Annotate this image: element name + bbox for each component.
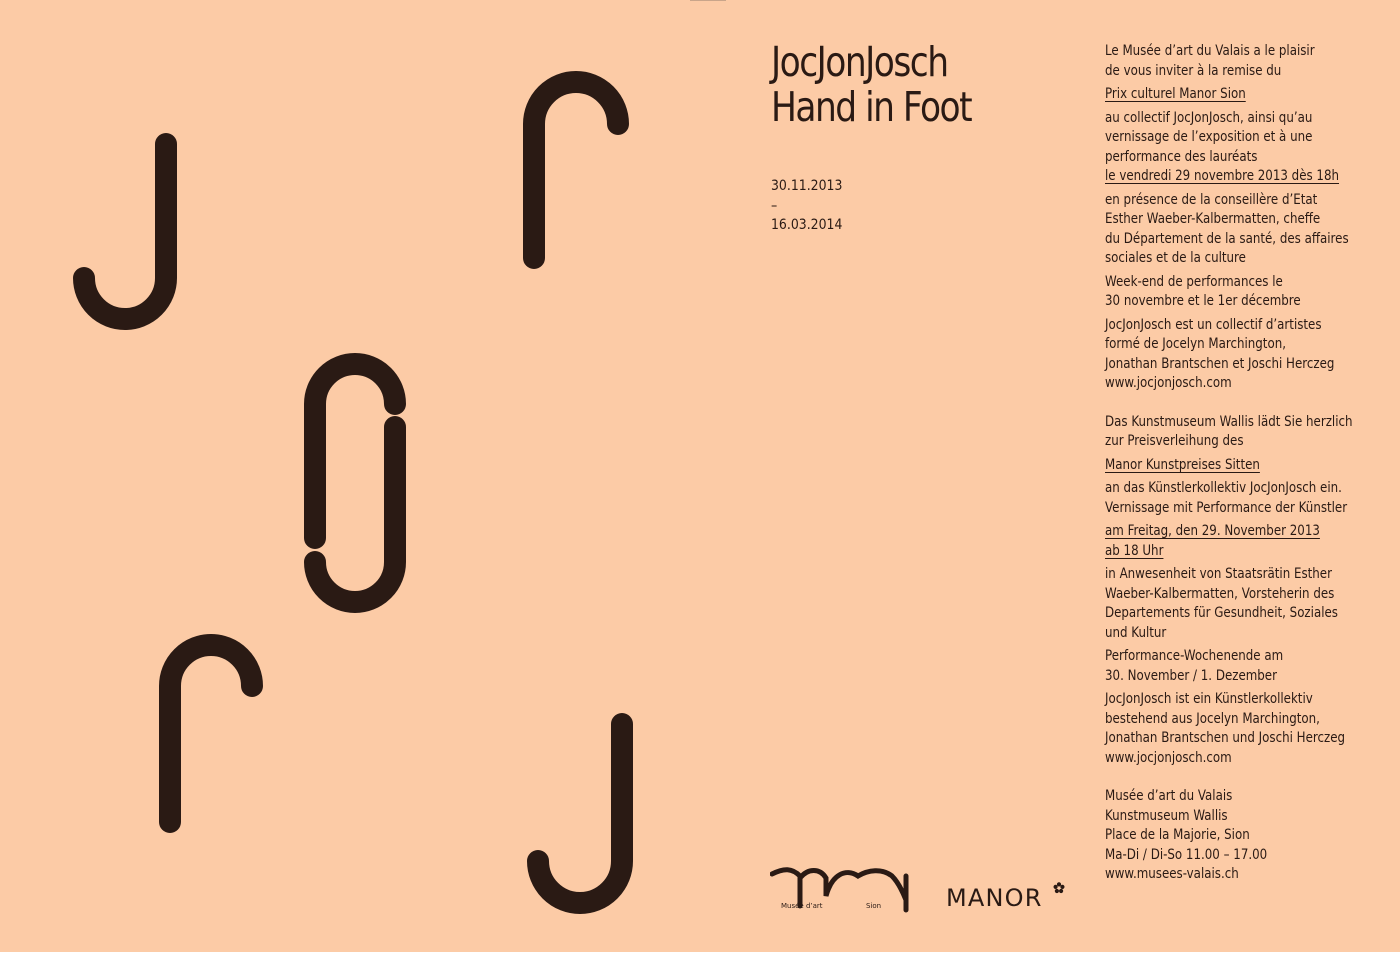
manor-flower-icon bbox=[1053, 882, 1065, 894]
german-event-date-line-2: ab 18 Uhr bbox=[1105, 542, 1164, 559]
french-event-date: le vendredi 29 novembre 2013 dès 18h bbox=[1105, 168, 1340, 184]
german-weekend-line-2: 30. November / 1. Dezember bbox=[1105, 667, 1277, 684]
german-prize-name: Manor Kunstpreises Sitten bbox=[1105, 456, 1260, 473]
letter-r-bottom-left bbox=[170, 645, 252, 822]
french-collective-line-1: JocJonJosch est un collectif d’artistes bbox=[1105, 316, 1322, 333]
german-intro-line-2: zur Preisverleihung des bbox=[1105, 433, 1244, 449]
letter-j-bottom-right bbox=[538, 724, 622, 903]
german-presence-line-3: Departements für Gesundheit, Soziales bbox=[1105, 605, 1338, 621]
french-presence-line-3: du Département de la santé, des affaires bbox=[1105, 230, 1349, 247]
title-line-2: Hand in Foot bbox=[771, 83, 972, 131]
german-website: www.jocjonjosch.com bbox=[1105, 749, 1232, 766]
french-presence-line-1: en présence de la conseillère d’Etat bbox=[1105, 191, 1318, 208]
musee-logo-caption-left: Musée d’art bbox=[781, 902, 823, 910]
french-intro-line-1: Le Musée d’art du Valais a le plaisir bbox=[1105, 43, 1315, 59]
manor-logo bbox=[946, 884, 1043, 912]
french-collective-line-2: formé de Jocelyn Marchington, bbox=[1105, 336, 1286, 352]
german-collective-line-3: Jonathan Brantschen und Joschi Herczeg bbox=[1105, 730, 1346, 746]
letter-r-top-right bbox=[534, 82, 618, 258]
address-line-2: Kunstmuseum Wallis bbox=[1105, 807, 1228, 824]
german-collective-line-1: JocJonJosch ist ein Künstlerkollektiv bbox=[1105, 691, 1313, 707]
musee-dart-sion-logo bbox=[770, 866, 910, 914]
letter-j-top-left bbox=[84, 144, 166, 319]
french-presence-line-2: Esther Waeber-Kalbermatten, cheffe bbox=[1105, 211, 1321, 227]
german-body-line-1: an das Künstlerkollektiv JocJonJosch ein. bbox=[1105, 480, 1342, 496]
french-body-line-1: au collectif JocJonJosch, ainsi qu’au bbox=[1105, 109, 1313, 126]
german-weekend-line-1: Performance-Wochenende am bbox=[1105, 648, 1284, 664]
french-weekend-line-2: 30 novembre et le 1er décembre bbox=[1105, 293, 1301, 309]
address-line-3: Place de la Majorie, Sion bbox=[1105, 827, 1250, 843]
musee-logo-caption-right: Sion bbox=[866, 902, 882, 910]
address-line-1: Musée d’art du Valais bbox=[1105, 788, 1233, 804]
french-website: www.jocjonjosch.com bbox=[1105, 375, 1232, 391]
invitation-text-column bbox=[1105, 42, 1356, 885]
french-body-line-3: performance des lauréats bbox=[1105, 148, 1258, 165]
french-weekend-line-1: Week-end de performances le bbox=[1105, 273, 1283, 290]
german-collective-line-2: bestehend aus Jocelyn Marchington, bbox=[1105, 710, 1320, 727]
letter-o-bottom-half bbox=[315, 427, 395, 602]
french-collective-line-3: Jonathan Brantschen et Joschi Herczeg bbox=[1105, 355, 1335, 372]
german-body-line-2: Vernissage mit Performance der Künstler bbox=[1105, 499, 1348, 516]
french-body-line-2: vernissage de l’exposition et à une bbox=[1105, 129, 1313, 145]
exhibition-title bbox=[771, 40, 971, 130]
german-presence-line-4: und Kultur bbox=[1105, 624, 1167, 641]
exhibition-dates bbox=[771, 177, 842, 236]
manor-logo-text: MANOR bbox=[946, 884, 1043, 912]
letter-o-top-half bbox=[315, 364, 395, 538]
date-end: 16.03.2014 bbox=[771, 217, 843, 233]
french-prize-name: Prix culturel Manor Sion bbox=[1105, 86, 1246, 102]
date-start: 30.11.2013 bbox=[771, 178, 843, 194]
date-dash: – bbox=[771, 197, 778, 214]
museum-website: www.musees-valais.ch bbox=[1105, 866, 1239, 882]
german-intro-line-1: Das Kunstmuseum Wallis lädt Sie herzlich bbox=[1105, 413, 1353, 430]
french-presence-line-4: sociales et de la culture bbox=[1105, 250, 1246, 266]
opening-hours: Ma-Di / Di-So 11.00 – 17.00 bbox=[1105, 846, 1268, 863]
german-presence-line-1: in Anwesenheit von Staatsrätin Esther bbox=[1105, 566, 1332, 582]
german-event-date-line-1: am Freitag, den 29. November 2013 bbox=[1105, 523, 1320, 539]
french-intro-line-2: de vous inviter à la remise du bbox=[1105, 62, 1282, 79]
title-line-1: JocJonJosch bbox=[771, 38, 948, 86]
german-presence-line-2: Waeber-Kalbermatten, Vorsteherin des bbox=[1105, 585, 1335, 602]
